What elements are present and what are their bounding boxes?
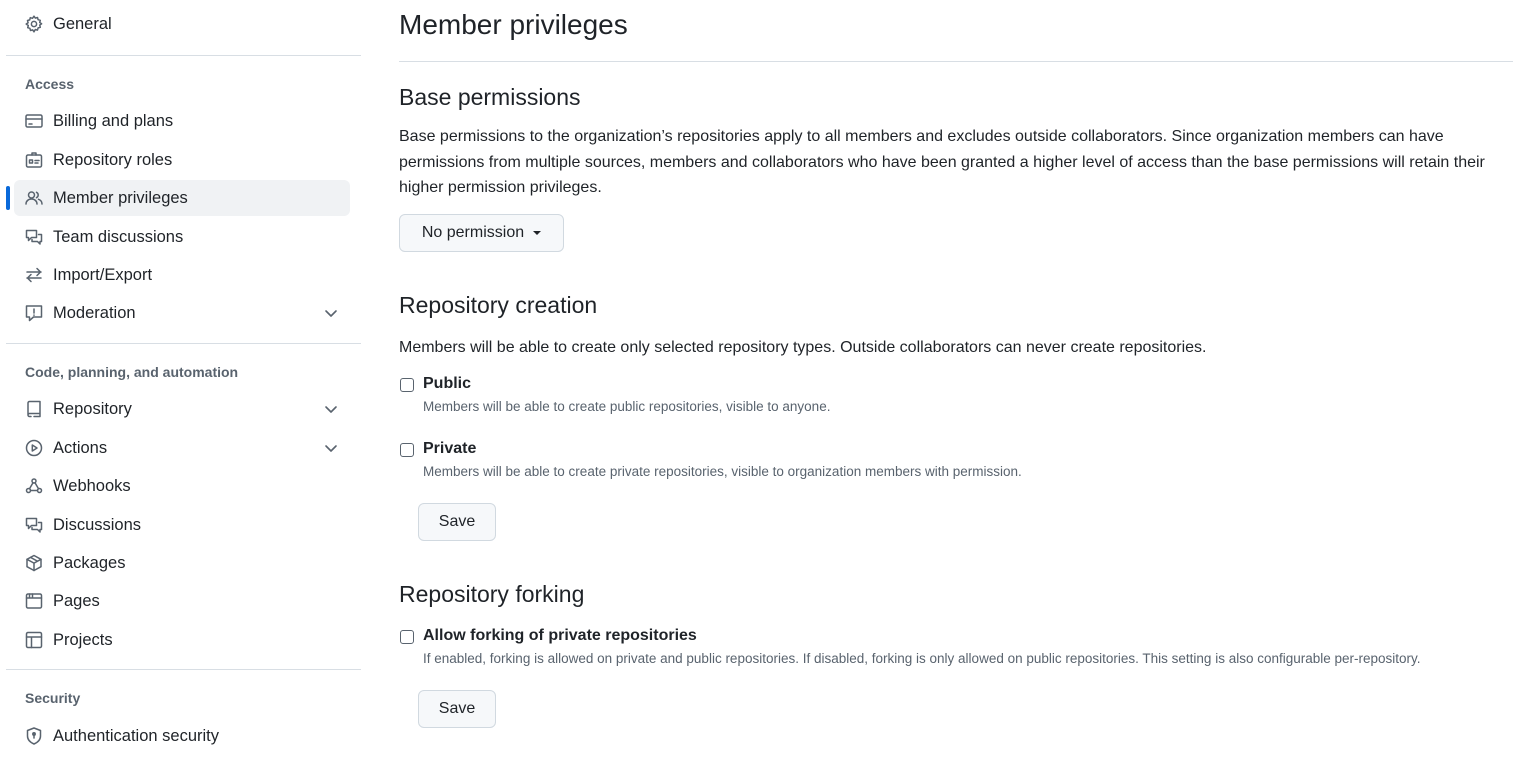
sidebar-item-label: Repository roles — [53, 150, 173, 169]
sidebar-item-billing[interactable] — [14, 103, 350, 139]
package-icon — [23, 552, 45, 574]
public-note: Members will be able to create public repositories, visible to anyone. — [423, 399, 831, 414]
sidebar-item-label: Billing and plans — [53, 111, 174, 130]
sidebar-item-label: Pages — [53, 591, 100, 610]
sidebar-item-projects[interactable] — [14, 622, 350, 658]
sidebar-item-repository[interactable] — [14, 391, 350, 427]
people-icon — [23, 187, 45, 209]
base-permission-dropdown[interactable] — [399, 214, 564, 252]
base-permissions-description: Base permissions to the organization’s repositories apply to all members and excludes outside collaborators. Since organization members can have permissions from multiple sources, members and collaborators who have been granted a higher level of access than the base permissions will retain their higher permission privileges. — [399, 128, 1485, 196]
sidebar-item-webhooks[interactable] — [14, 468, 350, 504]
sidebar-item-member-privileges[interactable] — [14, 180, 350, 216]
sidebar-heading-code: Code, planning, and automation — [25, 364, 239, 380]
save-creation-button[interactable]: Save — [418, 503, 496, 541]
allow-forking-option — [399, 627, 1509, 671]
sidebar-heading-security: Security — [25, 690, 81, 706]
base-permissions-title: Base permissions — [399, 84, 581, 110]
sidebar-item-packages[interactable] — [14, 545, 350, 581]
sidebar-divider — [6, 669, 361, 670]
allow-forking-checkbox[interactable] — [400, 630, 414, 644]
credit-card-icon — [23, 110, 45, 132]
sidebar-item-label: Repository — [53, 399, 132, 418]
settings-sidebar — [0, 0, 362, 758]
sidebar-divider — [6, 55, 361, 56]
active-indicator — [6, 186, 10, 210]
sidebar-item-label: Packages — [53, 553, 126, 572]
comment-discussion-icon — [23, 226, 45, 248]
sidebar-item-label: Member privileges — [53, 188, 188, 207]
repository-creation-description: Members will be able to create only selected repository types. Outside collaborators can never create repositories. — [399, 339, 1207, 356]
private-checkbox[interactable] — [400, 443, 414, 457]
sidebar-item-actions[interactable] — [14, 430, 350, 466]
sidebar-item-label: Actions — [53, 438, 108, 457]
id-badge-icon — [23, 149, 45, 171]
page-title: Member privileges — [399, 9, 628, 40]
repo-icon — [23, 398, 45, 420]
private-note: Members will be able to create private repositories, visible to organization members with permission. — [423, 464, 1022, 479]
private-label[interactable]: Private — [423, 440, 477, 457]
sidebar-item-repository-roles[interactable] — [14, 142, 350, 178]
sidebar-item-label: Import/Export — [53, 265, 153, 284]
sidebar-item-label: Moderation — [53, 303, 136, 322]
sidebar-item-pages[interactable] — [14, 583, 350, 619]
sidebar-item-import-export[interactable] — [14, 257, 350, 293]
arrow-switch-icon — [23, 264, 45, 286]
chevron-down-icon[interactable] — [324, 306, 338, 320]
private-repo-option — [399, 440, 1299, 484]
save-forking-button[interactable]: Save — [418, 690, 496, 728]
sidebar-item-team-discussions[interactable] — [14, 219, 350, 255]
browser-icon — [23, 590, 45, 612]
sidebar-item-label: Webhooks — [53, 476, 131, 495]
public-checkbox[interactable] — [400, 378, 414, 392]
sidebar-item-label: Team discussions — [53, 227, 184, 246]
allow-forking-label[interactable]: Allow forking of private repositories — [423, 627, 697, 644]
sidebar-item-general[interactable] — [14, 6, 350, 42]
title-divider — [399, 61, 1513, 62]
sidebar-item-label: Projects — [53, 630, 113, 649]
public-label[interactable]: Public — [423, 375, 472, 392]
dropdown-value: No permission — [421, 224, 525, 241]
sidebar-item-label: Discussions — [53, 515, 142, 534]
sidebar-heading-access: Access — [25, 76, 75, 92]
chevron-down-icon[interactable] — [324, 441, 338, 455]
sidebar-item-moderation[interactable] — [14, 295, 350, 331]
comment-discussion-icon — [23, 514, 45, 536]
sidebar-divider — [6, 343, 361, 344]
allow-forking-note: If enabled, forking is allowed on private and public repositories. If disabled, forking is only allowed on public repositories. This setting is also configurable per-repository. — [423, 651, 1421, 666]
sidebar-item-authentication-security[interactable] — [14, 718, 350, 754]
play-icon — [23, 437, 45, 459]
caret-down-icon — [533, 231, 541, 235]
sidebar-item-label: General — [53, 14, 112, 33]
gear-icon — [23, 13, 45, 35]
shield-lock-icon — [23, 725, 45, 747]
sidebar-item-discussions[interactable] — [14, 507, 350, 543]
report-icon — [23, 302, 45, 324]
table-icon — [23, 629, 45, 651]
chevron-down-icon[interactable] — [324, 402, 338, 416]
webhook-icon — [23, 475, 45, 497]
sidebar-item-label: Authentication security — [53, 726, 220, 745]
public-repo-option — [399, 375, 1299, 419]
repository-forking-title: Repository forking — [399, 581, 585, 607]
repository-creation-title: Repository creation — [399, 292, 598, 318]
